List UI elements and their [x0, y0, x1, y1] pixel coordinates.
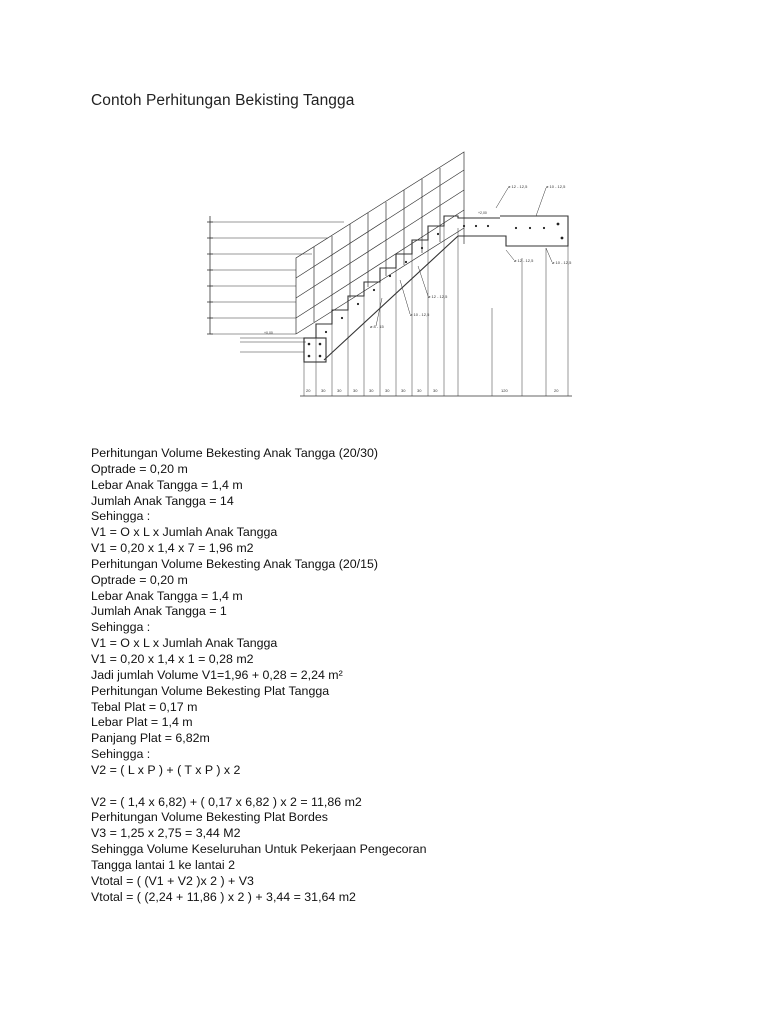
text-line: V3 = 1,25 x 2,75 = 3,44 M2: [91, 826, 241, 841]
text-line: V2 = ( L x P ) + ( T x P ) x 2: [91, 762, 241, 777]
calculation-text: [91, 446, 426, 905]
rebar-label: ø 12 - 12,5: [508, 184, 528, 189]
text-line: V2 = ( 1,4 x 6,82) + ( 0,17 x 6,82 ) x 2 = 11,86 m2: [91, 794, 362, 809]
dimension-label: 120: [501, 388, 508, 393]
text-line: Lebar Plat = 1,4 m: [91, 715, 193, 730]
blank-line: [91, 779, 426, 795]
level-label: +0,00: [264, 331, 273, 335]
text-line: Jadi jumlah Volume V1=1,96 + 0,28 = 2,24 m²: [91, 667, 343, 682]
text-line: Optrade = 0,20 m: [91, 461, 188, 476]
text-line: Vtotal = ( (V1 + V2 )x 2 ) + V3: [91, 873, 254, 888]
text-line: Sehingga :: [91, 509, 151, 524]
rebar-label: ø 10 - 12,5: [546, 184, 566, 189]
dimension-label: 30: [337, 388, 342, 393]
text-line: V1 = 0,20 x 1,4 x 7 = 1,96 m2: [91, 541, 254, 556]
rebar-label: ø 10 - 12,5: [552, 260, 572, 265]
text-line: V1 = 0,20 x 1,4 x 1 = 0,28 m2: [91, 651, 254, 666]
text-line: Sehingga :: [91, 747, 151, 762]
text-line: Perhitungan Volume Bekesting Plat Bordes: [91, 810, 328, 825]
text-line: Sehingga Volume Keseluruhan Untuk Pekerjaan Pengecoran: [91, 842, 427, 857]
dimension-label: 30: [433, 388, 438, 393]
text-line: Tebal Plat = 0,17 m: [91, 699, 198, 714]
dimension-label: 30: [321, 388, 326, 393]
rebar-label: ø 12 - 12,5: [514, 258, 534, 263]
page-title: Contoh Perhitungan Bekisting Tangga: [91, 92, 355, 109]
dimension-label: 30: [353, 388, 358, 393]
rebar-label: ø 10 - 12,5: [410, 312, 430, 317]
text-line: Panjang Plat = 6,82m: [91, 731, 210, 746]
level-lines: [210, 222, 344, 334]
dimension-label: 30: [401, 388, 406, 393]
dimension-label: 20: [554, 388, 559, 393]
rebar-label-group: [370, 184, 572, 329]
ground-floor: [240, 338, 306, 352]
dimension-label: 20: [306, 388, 311, 393]
text-line: Perhitungan Volume Bekesting Plat Tangga: [91, 683, 330, 698]
level-label: +2,00: [478, 211, 487, 215]
projection-lines: [304, 226, 568, 396]
dimension-label: 30: [369, 388, 374, 393]
dimension-label: 30: [417, 388, 422, 393]
rebar-dots: [308, 223, 564, 358]
stair-steps: [304, 216, 568, 362]
text-line: V1 = O x L x Jumlah Anak Tangga: [91, 636, 278, 651]
text-line: Sehingga :: [91, 620, 151, 635]
stair-reinforcement-drawing: [196, 148, 578, 404]
text-line: Lebar Anak Tangga = 1,4 m: [91, 477, 243, 492]
text-line: Vtotal = ( (2,24 + 11,86 ) x 2 ) + 3,44 = 31,64 m2: [91, 889, 356, 904]
text-line: Jumlah Anak Tangga = 14: [91, 493, 234, 508]
level-label-group: [264, 211, 487, 335]
dimension-label-group: [306, 388, 559, 393]
text-line: Optrade = 0,20 m: [91, 572, 188, 587]
rebar-label: ø 12 - 12,5: [428, 294, 448, 299]
text-line: Perhitungan Volume Bekesting Anak Tangga (20/30): [91, 446, 379, 460]
text-line: Perhitungan Volume Bekesting Anak Tangga (20/15): [91, 556, 379, 571]
text-line: V1 = O x L x Jumlah Anak Tangga: [91, 525, 278, 540]
stair-drawing-svg: [196, 148, 578, 404]
text-line: Lebar Anak Tangga = 1,4 m: [91, 588, 243, 603]
rebar-label: ø 8 - 15: [370, 324, 384, 329]
text-line: Jumlah Anak Tangga = 1: [91, 604, 227, 619]
dimension-label: 30: [385, 388, 390, 393]
text-line: Tangga lantai 1 ke lantai 2: [91, 857, 235, 872]
